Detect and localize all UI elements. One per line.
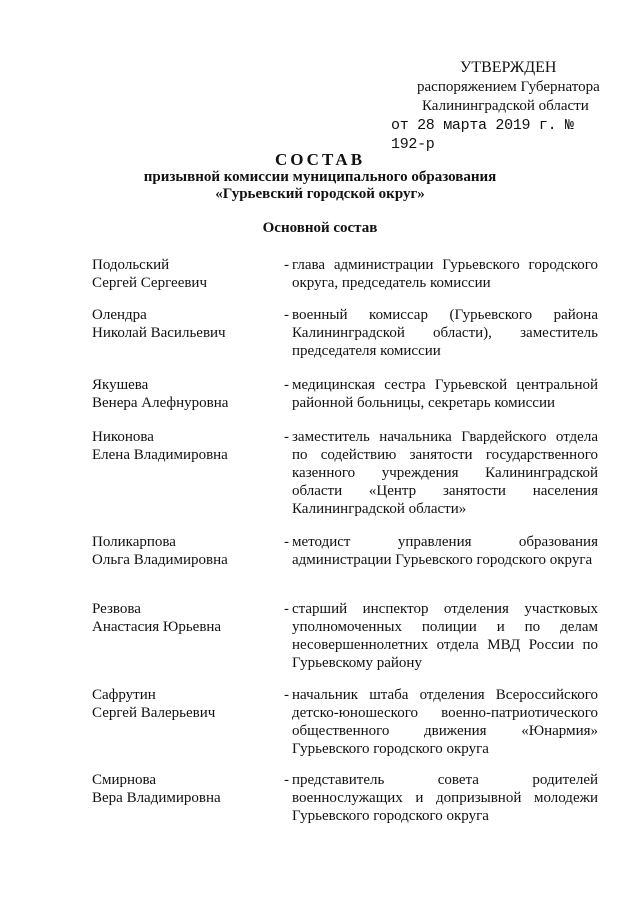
member-given-names: Елена Владимировна [92,447,228,463]
member-given-names: Анастасия Юрьевна [92,619,222,635]
member-given-names: Николай Васильевич [92,325,226,341]
member-surname: Подольский [92,257,170,273]
member-name [92,306,272,342]
member-surname: Никонова [92,429,154,445]
member-dash: - [284,687,289,703]
member-role: методист управления образования администрации Гурьевского городского округа [292,534,598,568]
member-dash: - [284,257,289,273]
member-role: старший инспектор отделения участковых уполномоченных полиции и по делам несовершеннолетних отдела МВД России по Гурьевскому району [292,601,598,671]
member-surname: Резвова [92,601,141,617]
member-given-names: Ольга Владимировна [92,552,228,568]
member-given-names: Вера Владимировна [92,790,221,806]
member-name [92,686,272,722]
member-role: представитель совета родителей военнослужащих и допризывной молодежи Гурьевского городского округа [292,772,598,824]
member-name [92,533,272,569]
member-surname: Смирнова [92,772,157,788]
member-role: военный комиссар (Гурьевского района Калининградской области), заместитель председателя комиссии [292,307,598,359]
member-name [92,600,272,636]
member-name [92,376,272,412]
member-role: глава администрации Гурьевского городского округа, председатель комиссии [292,257,598,291]
approval-date-number: от 28 марта 2019 г. № 192-р [391,117,574,153]
document-subtitle: призывной комиссии муниципального образования [143,169,497,185]
approval-authority: распоряжением Губернатора [417,79,600,95]
member-dash: - [284,377,289,393]
document-subtitle-municipality: «Гурьевский городской округ» [215,186,425,202]
member-name [92,771,272,807]
approval-region: Калининградской области [422,98,589,114]
member-given-names: Сергей Сергеевич [92,275,208,291]
member-role: начальник штаба отделения Всероссийского детско-юношеского военно-патриотического общественного движения «Юнармия» Гурьевского городского округа [292,687,598,757]
member-dash: - [284,601,289,617]
member-surname: Поликарпова [92,534,176,550]
member-name [92,256,272,292]
member-dash: - [284,772,289,788]
document-title: СОСТАВ [274,150,366,169]
member-dash: - [284,307,289,323]
member-role: медицинская сестра Гурьевской центральной районной больницы, секретарь комиссии [292,377,598,411]
member-name [92,428,272,464]
member-dash: - [284,534,289,550]
member-role: заместитель начальника Гвардейского отдела по содействию занятости государственного казенного учреждения Калининградской области «Центр занятости населения Калининградской области» [292,429,598,517]
member-dash: - [284,429,289,445]
section-heading: Основной состав [262,220,378,236]
approval-title: УТВЕРЖДЕН [460,59,557,76]
member-surname: Якушева [92,377,149,393]
member-surname: Олендра [92,307,147,323]
member-surname: Сафрутин [92,687,156,703]
member-given-names: Венера Алефнуровна [92,395,229,411]
member-given-names: Сергей Валерьевич [92,705,216,721]
